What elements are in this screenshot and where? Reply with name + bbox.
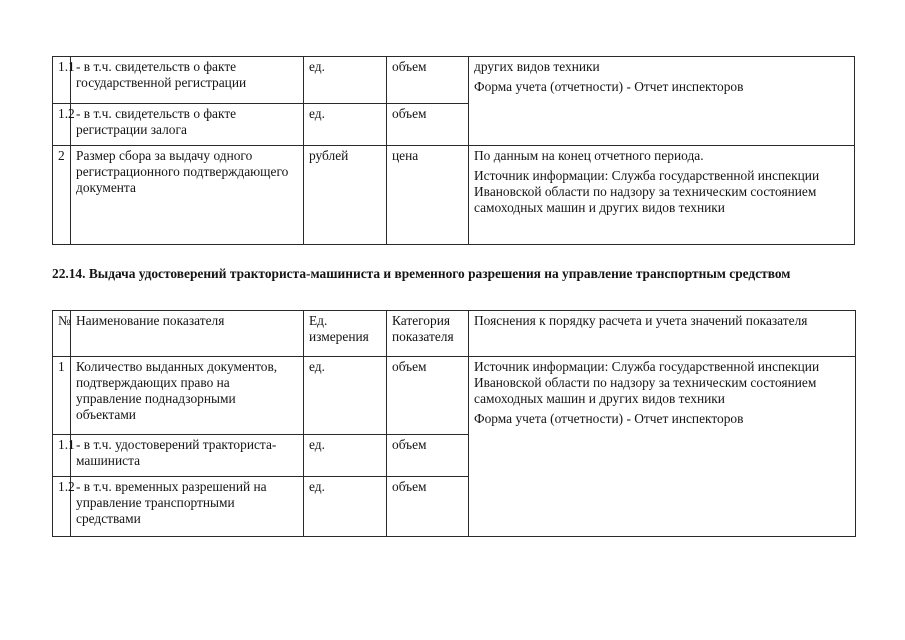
header-unit: Ед. измерения	[304, 311, 387, 357]
indicator-category: объем	[387, 357, 469, 435]
row-number: 1.2	[53, 104, 71, 146]
notes-paragraph: По данным на конец отчетного периода.	[474, 148, 704, 163]
indicator-name: Размер сбора за выдачу одного регистрационного подтверждающего документа	[71, 146, 304, 245]
unit-of-measure: ед.	[304, 477, 387, 537]
header-name: Наименование показателя	[71, 311, 304, 357]
unit-of-measure: рублей	[304, 146, 387, 245]
unit-of-measure: ед.	[304, 357, 387, 435]
indicator-category: объем	[387, 435, 469, 477]
section-heading: 22.14. Выдача удостоверений тракториста-машиниста и временного разрешения на управление транспортным средством	[52, 266, 791, 281]
unit-of-measure: ед.	[304, 435, 387, 477]
indicator-category: объем	[387, 477, 469, 537]
indicator-category: объем	[387, 57, 469, 104]
row-number: 1	[53, 357, 71, 435]
indicators-table-continued	[52, 56, 855, 245]
table-row	[53, 146, 855, 245]
row-number: 1.2	[53, 477, 71, 537]
row-number: 1.1	[53, 57, 71, 104]
notes-paragraph: Источник информации: Служба государственной инспекции Ивановской области по надзору за техническим состоянием самоходных машин и других видов техники	[474, 168, 820, 215]
calculation-notes	[469, 57, 855, 146]
header-notes: Пояснения к порядку расчета и учета значений показателя	[469, 311, 856, 357]
notes-paragraph: Форма учета (отчетности) - Отчет инспекторов	[474, 79, 744, 94]
calculation-notes	[469, 357, 856, 537]
indicator-name: Количество выданных документов, подтверждающих право на управление поднадзорными объектами	[71, 357, 304, 435]
unit-of-measure: ед.	[304, 104, 387, 146]
calculation-notes	[469, 146, 855, 245]
row-number: 1.1	[53, 435, 71, 477]
notes-paragraph: других видов техники	[474, 59, 600, 74]
indicator-name: - в т.ч. свидетельств о факте государственной регистрации	[71, 57, 304, 104]
indicator-category: цена	[387, 146, 469, 245]
indicator-name: - в т.ч. временных разрешений на управление транспортными средствами	[71, 477, 304, 537]
row-number: 2	[53, 146, 71, 245]
indicator-category: объем	[387, 104, 469, 146]
table-header-row	[53, 311, 856, 357]
notes-paragraph: Источник информации: Служба государственной инспекции Ивановской области по надзору за техническим состоянием самоходных машин и других видов техники	[474, 359, 820, 406]
table-row	[53, 57, 855, 104]
indicator-name: - в т.ч. удостоверений тракториста-машиниста	[71, 435, 304, 477]
header-number: №	[53, 311, 71, 357]
indicator-name: - в т.ч. свидетельств о факте регистрации залога	[71, 104, 304, 146]
notes-paragraph: Форма учета (отчетности) - Отчет инспекторов	[474, 411, 744, 426]
table-row	[53, 357, 856, 435]
header-category: Категория показателя	[387, 311, 469, 357]
indicators-table	[52, 310, 856, 537]
unit-of-measure: ед.	[304, 57, 387, 104]
